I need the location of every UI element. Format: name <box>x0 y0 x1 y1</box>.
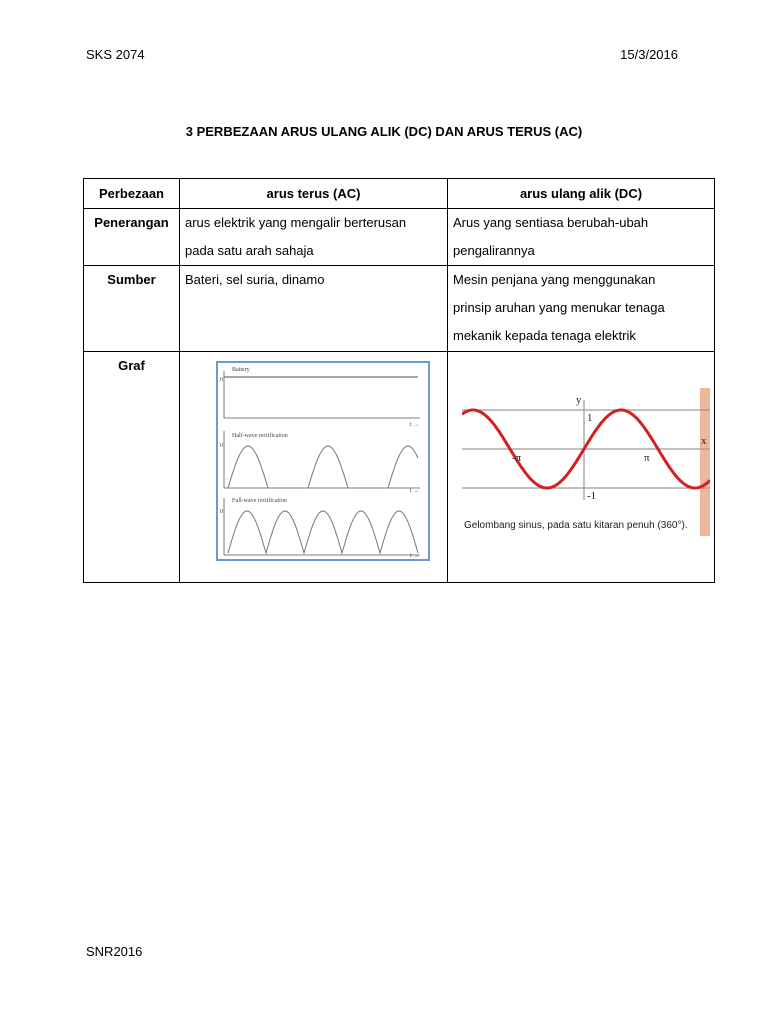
header-cell-ac: arus terus (AC) <box>180 179 448 209</box>
rectification-figure <box>216 361 430 561</box>
table-row-graf <box>84 352 715 583</box>
row-label-sumber: Sumber <box>84 266 180 352</box>
table-row-penerangan <box>84 209 715 266</box>
tick-label-pi: π <box>644 452 650 464</box>
comparison-table <box>83 178 715 583</box>
cell-line: pengalirannya <box>453 243 535 258</box>
panel-label-full-wave: Full-wave rectification <box>232 498 287 504</box>
cell-sumber-dc <box>448 266 715 352</box>
row-label-graf: Graf <box>84 352 180 583</box>
time-label: t → <box>410 553 420 559</box>
cell-line: Arus yang sentiasa berubah-ubah <box>453 215 649 230</box>
header-course-code: SKS 2074 <box>86 47 145 62</box>
full-wave-curve <box>228 511 418 553</box>
document-title: 3 PERBEZAAN ARUS ULANG ALIK (DC) DAN ARUS TERUS (AC) <box>185 124 583 139</box>
tick-label-pos-one: 1 <box>587 412 593 424</box>
header-cell-perbezaan: Perbezaan <box>84 179 180 209</box>
sine-wave-graph <box>462 388 710 536</box>
cell-line: pada satu arah sahaja <box>185 243 314 258</box>
table-row-sumber <box>84 266 715 352</box>
tick-label-neg-pi: -π <box>512 452 522 464</box>
zero-label: 0 <box>220 443 223 449</box>
cell-penerangan-dc <box>448 209 715 266</box>
panel-label-half-wave: Half-wave rectification <box>232 433 288 439</box>
time-label: t → <box>410 488 420 494</box>
rectification-graph <box>218 363 428 559</box>
sine-wave-caption: Gelombang sinus, pada satu kitaran penuh (360°). <box>464 520 688 531</box>
sine-wave-figure <box>462 388 710 536</box>
cell-line: Mesin penjana yang menggunakan <box>453 272 656 287</box>
header-cell-dc: arus ulang alik (DC) <box>448 179 715 209</box>
header-date: 15/3/2016 <box>620 47 678 62</box>
cell-line: arus elektrik yang mengalir berterusan <box>185 215 407 230</box>
zero-label: 0 <box>220 377 223 383</box>
footer-code: SNR2016 <box>86 944 143 959</box>
time-label: t → <box>410 422 420 428</box>
cell-line: mekanik kepada tenaga elektrik <box>453 328 636 343</box>
cell-line: prinsip aruhan yang menukar tenaga <box>453 300 665 315</box>
tick-label-neg-one: -1 <box>587 490 597 502</box>
cell-graf-ac <box>180 352 448 583</box>
half-wave-curve <box>228 446 418 488</box>
zero-label: 0 <box>220 509 223 515</box>
cell-line: Bateri, sel suria, dinamo <box>185 272 325 287</box>
x-axis-label: x <box>701 435 707 447</box>
cell-penerangan-ac <box>180 209 448 266</box>
cell-graf-dc <box>448 352 715 583</box>
panel-label-battery: Battery <box>232 367 250 373</box>
row-label-penerangan: Penerangan <box>84 209 180 266</box>
cell-sumber-ac <box>180 266 448 352</box>
table-header-row <box>84 179 715 209</box>
y-axis-label: y <box>576 394 582 406</box>
